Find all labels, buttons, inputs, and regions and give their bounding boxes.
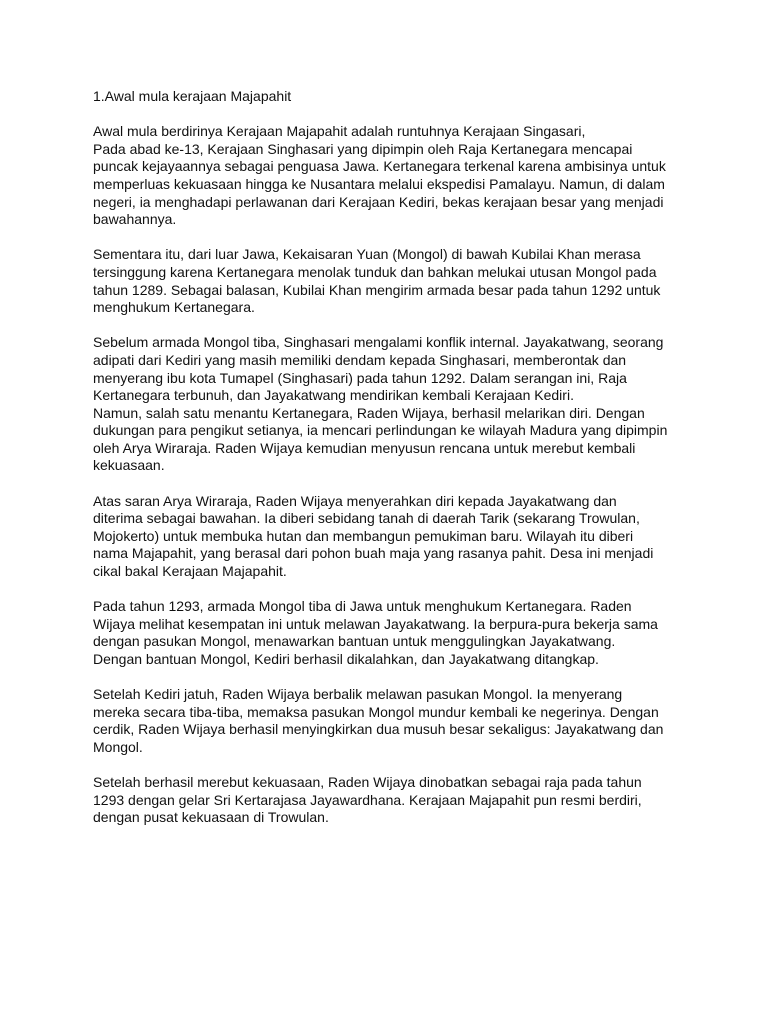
text-line: Setelah Kediri jatuh, Raden Wijaya berbalik melawan pasukan Mongol. Ia menyerang: [93, 686, 623, 703]
text-line: memperluas kekuasaan hingga ke Nusantara melalui ekspedisi Pamalayu. Namun, di dalam: [93, 175, 665, 192]
text-line: cikal bakal Kerajaan Majapahit.: [93, 563, 287, 580]
text-line: Sebelum armada Mongol tiba, Singhasari mengalami konflik internal. Jayakatwang, seorang: [93, 334, 664, 351]
text-line: Setelah berhasil merebut kekuasaan, Raden Wijaya dinobatkan sebagai raja pada tahun: [93, 774, 642, 791]
text-line: bawahannya.: [93, 211, 177, 228]
text-line: dengan pusat kekuasaan di Trowulan.: [93, 809, 329, 826]
text-line: Pada abad ke-13, Kerajaan Singhasari yang dipimpin oleh Raja Kertanegara mencapai: [93, 140, 633, 157]
text-line: menyerang ibu kota Tumapel (Singhasari) pada tahun 1292. Dalam serangan ini, Raja: [93, 369, 627, 386]
document-heading: 1.Awal mula kerajaan Majapahit: [93, 88, 292, 104]
text-line: diterima sebagai bawahan. Ia diberi sebidang tanah di daerah Tarik (sekarang Trowulan,: [93, 510, 640, 527]
text-line: Awal mula berdirinya Kerajaan Majapahit adalah runtuhnya Kerajaan Singasari,: [93, 123, 586, 140]
text-line: menghukum Kertanegara.: [93, 299, 255, 316]
paragraph: [93, 686, 693, 756]
paragraph: [93, 598, 693, 668]
text-line: kekuasaan.: [93, 457, 165, 474]
text-line: tahun 1289. Sebagai balasan, Kubilai Khan mengirim armada besar pada tahun 1292 untuk: [93, 281, 661, 298]
text-line: Dengan bantuan Mongol, Kediri berhasil dikalahkan, dan Jayakatwang ditangkap.: [93, 651, 599, 667]
text-line: mereka secara tiba-tiba, memaksa pasukan Mongol mundur kembali ke negerinya. Dengan: [93, 703, 659, 720]
paragraph: [93, 246, 693, 316]
text-line: Mongol.: [93, 738, 143, 755]
text-line: Namun, salah satu menantu Kertanegara, Raden Wijaya, berhasil melarikan diri. Dengan: [93, 404, 645, 421]
text-line: Kertanegara terbunuh, dan Jayakatwang mendirikan kembali Kerajaan Kediri.: [93, 387, 574, 404]
text-line: negeri, ia menghadapi perlawanan dari Kerajaan Kediri, bekas kerajaan besar yang menjadi: [93, 193, 664, 210]
text-line: dukungan para pengikut setianya, ia mencari perlindungan ke wilayah Madura yang dipimpin: [93, 422, 668, 439]
text-line: 1293 dengan gelar Sri Kertarajasa Jayawardhana. Kerajaan Majapahit pun resmi berdiri,: [93, 791, 642, 808]
paragraph: [93, 493, 693, 581]
text-line: cerdik, Raden Wijaya berhasil menyingkirkan dua musuh besar sekaligus: Jayakatwang dan: [93, 721, 664, 738]
text-line: Pada tahun 1293, armada Mongol tiba di Jawa untuk menghukum Kertanegara. Raden: [93, 598, 632, 615]
paragraph: [93, 334, 693, 475]
text-line: tersinggung karena Kertanegara menolak tunduk dan bahkan melukai utusan Mongol pada: [93, 263, 657, 280]
paragraph: [93, 123, 693, 229]
text-line: puncak kejayaannya sebagai penguasa Jawa. Kertanegara terkenal karena ambisinya untuk: [93, 158, 666, 175]
text-line: dengan pasukan Mongol, menawarkan bantuan untuk menggulingkan Jayakatwang.: [93, 633, 616, 650]
text-line: Mojokerto) untuk membuka hutan dan membangun pemukiman baru. Wilayah itu diberi: [93, 527, 634, 544]
text-line: nama Majapahit, yang berasal dari pohon buah maja yang rasanya pahit. Desa ini menjadi: [93, 545, 654, 562]
text-line: Sementara itu, dari luar Jawa, Kekaisaran Yuan (Mongol) di bawah Kubilai Khan merasa: [93, 246, 641, 263]
text-line: adipati dari Kediri yang masih memiliki dendam kepada Singhasari, memberontak dan: [93, 351, 627, 368]
text-line: oleh Arya Wiraraja. Raden Wijaya kemudian menyusun rencana untuk merebut kembali: [93, 439, 636, 456]
paragraph: [93, 774, 693, 827]
document-body: [93, 88, 693, 845]
paragraph-list: [93, 123, 693, 827]
text-line: Wijaya melihat kesempatan ini untuk melawan Jayakatwang. Ia berpura-pura bekerja sama: [93, 615, 658, 632]
text-line: Atas saran Arya Wiraraja, Raden Wijaya menyerahkan diri kepada Jayakatwang dan: [93, 492, 617, 509]
